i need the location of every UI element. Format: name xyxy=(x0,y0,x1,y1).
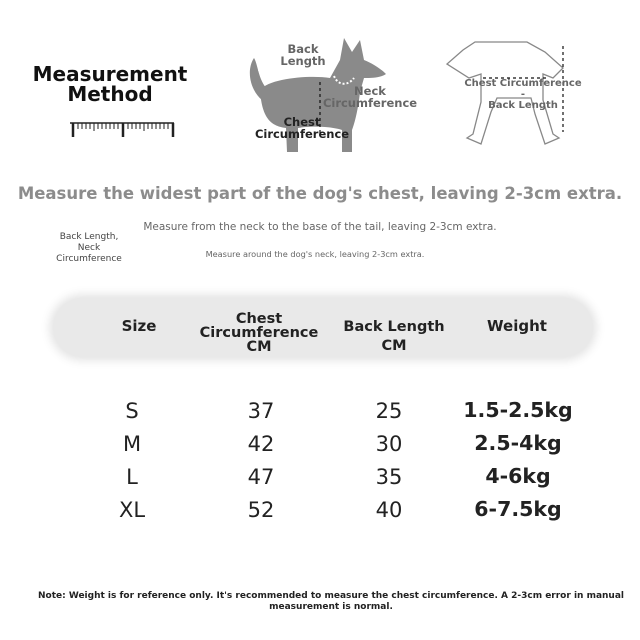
dog-measurement-figure xyxy=(240,30,420,160)
row-back: 35 xyxy=(375,465,403,489)
method-title-line1: Measurement xyxy=(32,62,188,86)
size-table-header xyxy=(53,298,593,357)
header-weight: Weight xyxy=(487,317,547,335)
row-weight: 4-6kg xyxy=(485,464,551,488)
row-weight: 6-7.5kg xyxy=(474,497,562,521)
header-chest: Chest Circumference CM xyxy=(199,311,319,355)
table-row xyxy=(0,399,640,429)
row-chest: 52 xyxy=(247,498,275,522)
row-weight: 2.5-4kg xyxy=(474,431,562,455)
row-chest: 42 xyxy=(247,432,275,456)
chest-back-length-label: Chest Circumference - Back Length xyxy=(464,78,582,111)
row-back: 40 xyxy=(375,498,403,522)
row-chest: 37 xyxy=(247,399,275,423)
ruler-icon xyxy=(70,117,178,139)
row-back: 25 xyxy=(375,399,403,423)
side-note: Back Length, Neck Circumference xyxy=(56,232,122,264)
back-length-label: Back Length xyxy=(280,42,326,68)
pet-suit-figure xyxy=(435,38,585,158)
neck-circumference-label: Neck Circumference xyxy=(322,84,418,110)
header-back-length: Back Length CM xyxy=(343,319,445,354)
chest-circumference-label: Chest Circumference xyxy=(254,115,350,141)
neck-instruction: Measure around the dog's neck, leaving 2-3cm extra. xyxy=(205,249,425,259)
row-chest: 47 xyxy=(247,465,275,489)
footer-note: Note: Weight is for reference only. It's recommended to measure the chest circumference. A 2-3cm error in manual measurement is normal. xyxy=(37,591,624,612)
row-size: M xyxy=(122,432,142,456)
table-row xyxy=(0,498,640,528)
row-back: 30 xyxy=(375,432,403,456)
row-size: S xyxy=(125,399,139,423)
method-title-line2: Method xyxy=(67,82,153,106)
row-size: L xyxy=(126,465,138,489)
table-row xyxy=(0,432,640,462)
back-length-instruction: Measure from the neck to the base of the tail, leaving 2-3cm extra. xyxy=(143,221,497,233)
chest-instruction-headline: Measure the widest part of the dog's chest, leaving 2-3cm extra. xyxy=(17,184,623,203)
header-size: Size xyxy=(121,317,157,335)
table-row xyxy=(0,465,640,495)
row-weight: 1.5-2.5kg xyxy=(463,398,573,422)
measurement-method-title xyxy=(20,64,200,104)
row-size: XL xyxy=(118,498,146,522)
